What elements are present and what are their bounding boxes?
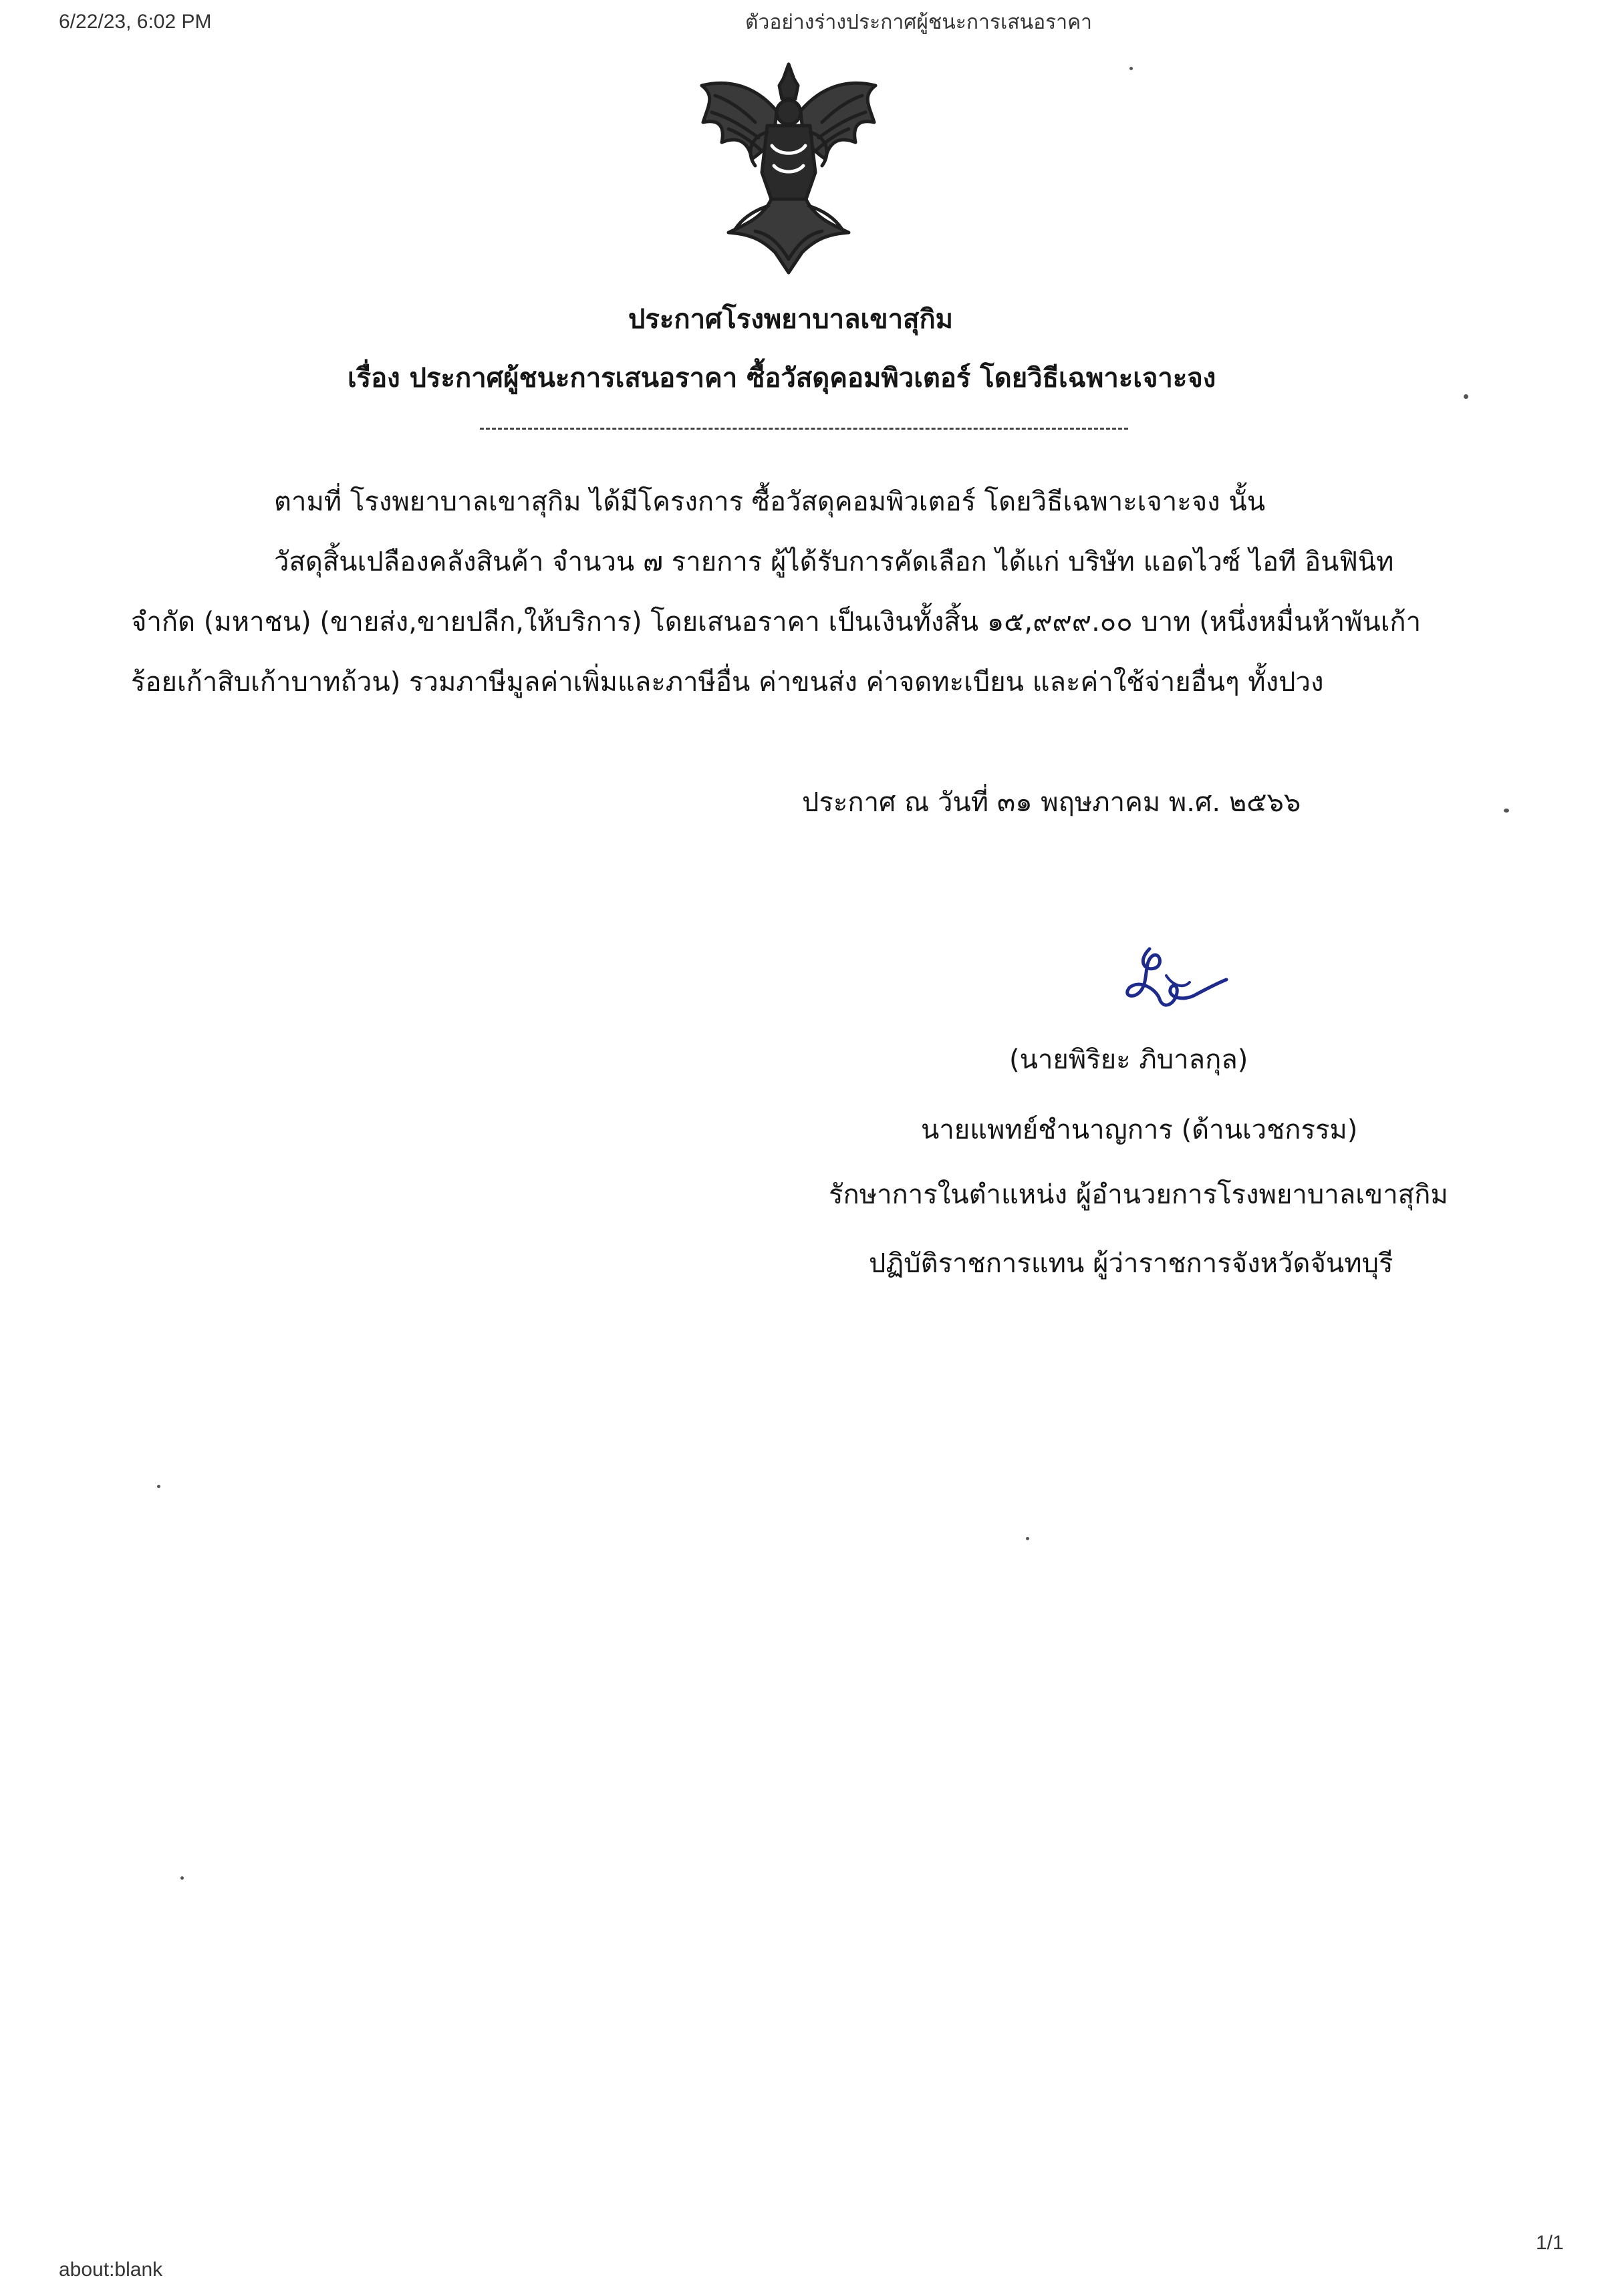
body-line: จำกัด (มหาชน) (ขายส่ง,ขายปลีก,ให้บริการ) โดยเสนอราคา เป็นเงินทั้งสิ้น ๑๕,๙๙๙.๐๐ บาท (หนึ่งหมื่นห้าพันเก้า bbox=[131, 607, 1422, 637]
print-url: about:blank bbox=[59, 2259, 163, 2281]
scan-speck bbox=[180, 1876, 184, 1880]
signatory-title: ปฏิบัติราชการแทน ผู้ว่าราชการจังหวัดจันทบุรี bbox=[869, 1248, 1393, 1279]
print-page-title: ตัวอย่างร่างประกาศผู้ชนะการเสนอราคา bbox=[745, 11, 1092, 34]
handwritten-signature-icon bbox=[1109, 936, 1230, 1029]
body-line: วัสดุสิ้นเปลืองคลังสินค้า จำนวน ๗ รายการ ผู้ได้รับการคัดเลือก ได้แก่ บริษัท แอดไวซ์ ไอที อินฟินิท bbox=[274, 547, 1394, 577]
scan-speck bbox=[1026, 1537, 1029, 1540]
announcement-title: ประกาศโรงพยาบาลเขาสุกิม bbox=[628, 304, 954, 335]
signatory-name: (นายพิริยะ ภิบาลกุล) bbox=[1009, 1044, 1248, 1075]
body-line: ตามที่ โรงพยาบาลเขาสุกิม ได้มีโครงการ ซื้อวัสดุคอมพิวเตอร์ โดยวิธีเฉพาะเจาะจง นั้น bbox=[274, 486, 1266, 517]
separator-line bbox=[480, 428, 1128, 430]
signatory-title: รักษาการในตำแหน่ง ผู้อำนวยการโรงพยาบาลเขาสุกิม bbox=[829, 1179, 1448, 1210]
print-page-number: 1/1 bbox=[1536, 2232, 1564, 2254]
body-line: ร้อยเก้าสิบเก้าบาทถ้วน) รวมภาษีมูลค่าเพิ่มและภาษีอื่น ค่าขนส่ง ค่าจดทะเบียน และค่าใช้จ่ายอื่นๆ ทั้งปวง bbox=[131, 667, 1324, 698]
scan-speck bbox=[1464, 394, 1468, 399]
announcement-subject: เรื่อง ประกาศผู้ชนะการเสนอราคา ซื้อวัสดุคอมพิวเตอร์ โดยวิธีเฉพาะเจาะจง bbox=[348, 363, 1216, 394]
scan-speck bbox=[1129, 67, 1133, 70]
announcement-date: ประกาศ ณ วันที่ ๓๑ พฤษภาคม พ.ศ. ๒๕๖๖ bbox=[802, 787, 1301, 818]
print-datetime: 6/22/23, 6:02 PM bbox=[59, 11, 212, 33]
signatory-title: นายแพทย์ชำนาญการ (ด้านเวชกรรม) bbox=[921, 1115, 1358, 1145]
scan-speck bbox=[1504, 809, 1509, 813]
scan-speck bbox=[157, 1485, 160, 1488]
garuda-emblem-icon bbox=[688, 59, 889, 286]
